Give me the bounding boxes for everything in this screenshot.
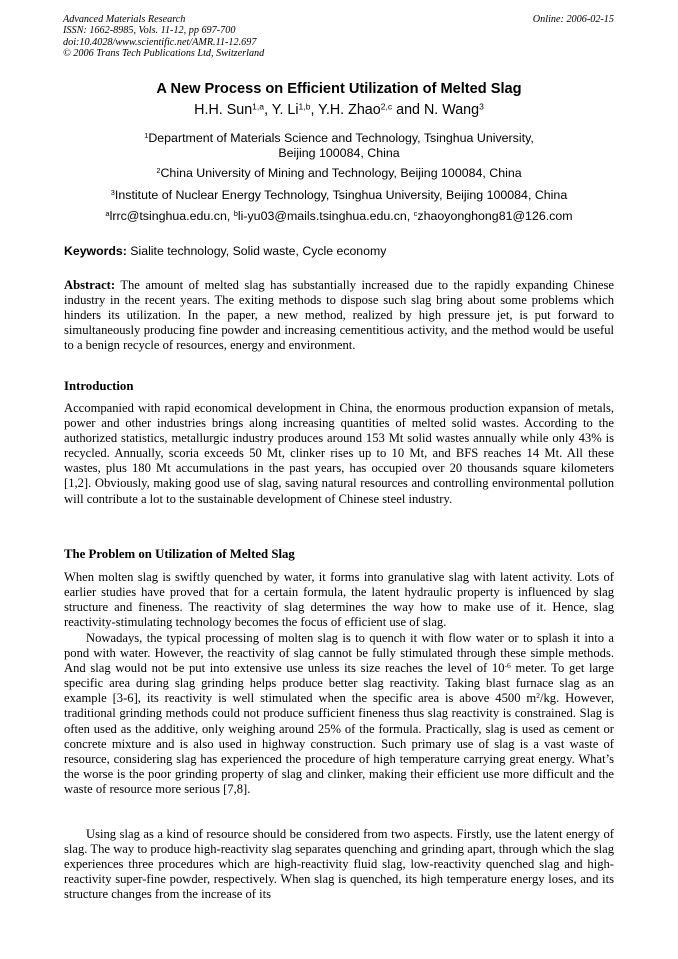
email-line xyxy=(0,209,678,224)
paper-title: A New Process on Efficient Utilization of Melted Slag xyxy=(156,81,522,97)
affiliation-text: Department of Materials Science and Technology, Tsinghua University, xyxy=(148,131,534,145)
email-address: li-yu03@mails.tsinghua.edu.cn, xyxy=(237,209,414,223)
section-heading-introduction: Introduction xyxy=(64,379,134,393)
problem-paragraph-2 xyxy=(64,631,614,797)
issn-line: ISSN: 1662-8985, Vols. 11-12, pp 697-700 xyxy=(63,25,236,37)
problem-paragraph-1: When molten slag is swiftly quenched by water, it forms into granulative slag with latent activity. Lots of earlier studies have proved that for a certain formula, the latent hydraulic property is influenced by slag structure and fineness. The reactivity of slag determines the way how to make use of it. Hence, slag reactivity-stimulating technology becomes the focus of efficient use of slag. xyxy=(64,570,614,630)
author-list xyxy=(0,102,678,118)
email-address: lrrc@tsinghua.edu.cn, xyxy=(109,209,234,223)
author-sup: 3 xyxy=(479,101,484,112)
affiliation-text: Beijing 100084, China xyxy=(278,146,400,160)
email-sup: b xyxy=(233,208,238,218)
author-name: Y. Li xyxy=(271,102,299,118)
abstract-label: Abstract: xyxy=(64,278,116,292)
introduction-paragraph: Accompanied with rapid economical development in China, the enormous production expansion of metals, power and other industries brings along increasing quantities of melted solid wastes. According to the authorized statistics, metallurgic industry produces around 153 Mt solid wastes annually while only 43% is recycled. Annually, scoria exceeds 50 Mt, clinker rises up to 10 Mt, and BFS reaches 14 Mt. All these wastes, plus 180 Mt accumulations in the past years, has occupied over 20 thousands square kilometers [1,2]. Obviously, making good use of slag, saving natural resources and controlling environmental pollution will contribute a lot to the sustainable development of Chinese steel industry. xyxy=(64,401,614,506)
copyright-line: © 2006 Trans Tech Publications Ltd, Switzerland xyxy=(63,47,265,59)
journal-header xyxy=(63,14,264,59)
affiliation-sup: 3 xyxy=(110,187,115,197)
author-sup: 1,a xyxy=(252,101,265,112)
author-sep: , xyxy=(310,102,319,118)
doi-line: doi:10.4028/www.scientific.net/AMR.11-12.697 xyxy=(63,36,257,48)
paragraph-text: /kg. However, traditional grinding methods could not produce sufficient fineness thus slag reactivity is constrained. Slag is often used as the additive, only weighing around 25% of the formula. Practically, slag is used as cement or concrete mixture and is also used in highway construction. Such primary use of slag is a vast waste of resource, considering slag has experienced the procedure of high temperature carrying great energy. What’s the worse is the poor grinding property of slag and clinker, making their efficient use more difficult and the waste of resource more serious [7,8]. xyxy=(64,691,614,796)
affiliation-sup: 1 xyxy=(144,130,149,140)
email-sup: a xyxy=(105,208,110,218)
affiliation-text: Institute of Nuclear Energy Technology, Tsinghua University, Beijing 100084, China xyxy=(114,188,568,202)
keywords xyxy=(64,244,386,258)
section-heading-problem: The Problem on Utilization of Melted Slag xyxy=(64,547,295,561)
author-sup: 2,c xyxy=(380,101,393,112)
author-name: H.H. Sun xyxy=(194,102,253,118)
email-address: zhaoyonghong81@126.com xyxy=(417,209,573,223)
author-sup: 1,b xyxy=(298,101,311,112)
author-name: N. Wang xyxy=(423,102,480,118)
abstract xyxy=(64,278,614,353)
keywords-text: Sialite technology, Solid waste, Cycle economy xyxy=(126,244,387,258)
exponent: 2 xyxy=(536,691,541,701)
author-name: Y.H. Zhao xyxy=(318,102,381,118)
keywords-label: Keywords: xyxy=(64,244,127,258)
affiliation-3 xyxy=(0,188,678,203)
affiliation-text: China University of Mining and Technology, Beijing 100084, China xyxy=(160,166,522,180)
email-sup: c xyxy=(413,208,418,218)
abstract-text: The amount of melted slag has substantially increased due to the rapidly expanding Chinese industry in the recent years. The exiting methods to dispose such slag bring about some problems which hinders its utilization. In the paper, a new method, realized by high pressure jet, is put forward to simultaneously producing fine powder and increasing cementitious activity, and the method would be useful to a benign recycle of resources, energy and environment. xyxy=(64,278,614,353)
problem-paragraph-3: Using slag as a kind of resource should be considered from two aspects. Firstly, use the latent energy of slag. The way to produce high-reactivity slag separates quenching and grinding apart, through which the slag experiences three procedures which are high-reactivity fluid slag, low-reactivity quenched slag and high-reactivity super-fine powder, respectively. When slag is quenched, its high temperature energy loses, and its structure changes from the increase of its xyxy=(64,827,614,902)
online-date: Online: 2006-02-15 xyxy=(532,14,614,25)
paragraph-text: Nowadays, the typical processing of molten slag is to quench it with flow water or to splash it into a pond with water. However, the reactivity of slag cannot be fully stimulated through these simple methods. And slag would not be put into extensive use unless its size reaches the level of 10 xyxy=(64,631,614,676)
author-sep: and xyxy=(392,102,424,118)
exponent: -6 xyxy=(504,661,511,671)
affiliation-sup: 2 xyxy=(156,165,161,175)
affiliation-1 xyxy=(0,131,678,161)
affiliation-2 xyxy=(0,166,678,181)
paragraph-text: meter. To get large specific area during slag grinding helps produce better slag reactivity. Taking blast furnace slag as an example [3-6], its reactivity is well stimulated when the specific area is above 4500 m xyxy=(64,661,614,706)
author-sep: , xyxy=(264,102,272,118)
journal-name: Advanced Materials Research xyxy=(63,14,186,25)
